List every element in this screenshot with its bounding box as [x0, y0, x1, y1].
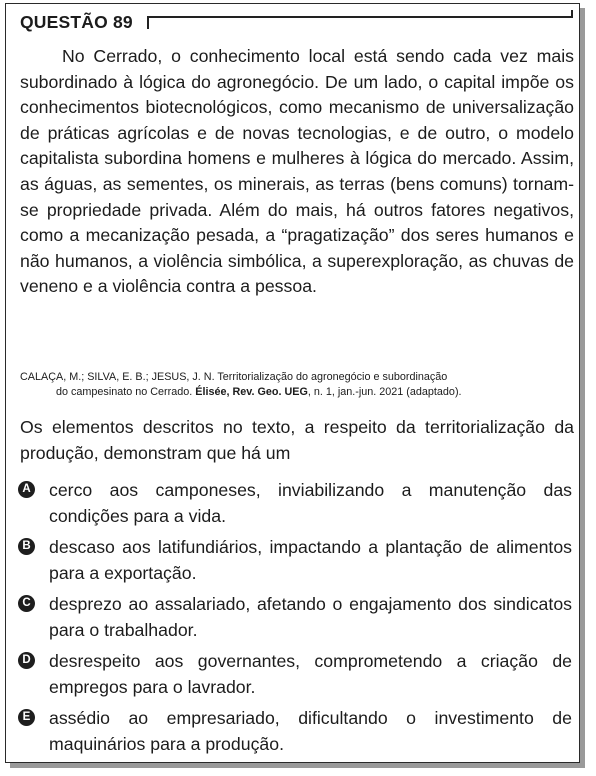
option-c-marker-icon[interactable]: C — [18, 595, 35, 612]
citation — [20, 370, 574, 400]
alternative-e-text: assédio ao empresariado, dificultando o investimento de maquinários para a produção. — [49, 708, 572, 754]
alternatives-list — [18, 477, 578, 762]
alternative-e[interactable] — [18, 705, 578, 757]
alternative-c[interactable] — [18, 591, 578, 643]
citation-source-end: , n. 1, jan.-jun. 2021 (adaptado). — [307, 386, 462, 398]
alternative-d-text: desrespeito aos governantes, comprometendo a criação de empregos para o lavrador. — [49, 651, 572, 697]
option-d-marker-icon[interactable]: D — [18, 652, 35, 669]
option-e-marker-icon[interactable]: E — [18, 709, 35, 726]
question-header: QUESTÃO 89 — [20, 12, 133, 32]
option-a-marker-icon[interactable]: A — [18, 481, 35, 498]
header-rule — [147, 16, 573, 29]
alternative-b-text: descaso aos latifundiários, impactando a plantação de alimentos para a exportação. — [49, 537, 572, 583]
question-card — [5, 3, 580, 763]
citation-authors: CALAÇA, M.; SILVA, E. B.; JESUS, J. N. Territorialização do agronegócio e subordinação — [20, 371, 448, 383]
passage-text: No Cerrado, o conhecimento local está sendo cada vez mais subordinado à lógica do agronegócio. De um lado, o capital impõe os conhecimentos biotecnológicos, como mecanismo de universalização de práticas agrícolas e de novas tecnologias, e de outro, o modelo capitalista subordina homens e mulheres à lógica do mercado. Assim, as águas, as sementes, os minerais, as terras (bens comuns) tornam-se propriedade privada. Além do mais, há outros fatores negativos, como a mecanização pesada, a “pragatização” dos seres humanos e não humanos, a violência simbólica, a superexploração, as chuvas de veneno e a violência contra a pessoa. — [20, 46, 574, 297]
alternative-c-text: desprezo ao assalariado, afetando o engajamento dos sindicatos para o trabalhador. — [49, 594, 572, 640]
citation-journal: Élisée, Rev. Geo. UEG — [195, 386, 308, 398]
question-stem: Os elementos descritos no texto, a respeito da territorialização da produção, demonstram que há um — [20, 417, 574, 463]
alternative-a-text: cerco aos camponeses, inviabilizando a manutenção das condições para a vida. — [49, 480, 572, 526]
option-b-marker-icon[interactable]: B — [18, 538, 35, 555]
alternative-b[interactable] — [18, 534, 578, 586]
citation-source — [20, 385, 574, 400]
citation-source-start: do campesinato no Cerrado. — [56, 386, 196, 398]
alternative-a[interactable] — [18, 477, 578, 529]
alternative-d[interactable] — [18, 648, 578, 700]
